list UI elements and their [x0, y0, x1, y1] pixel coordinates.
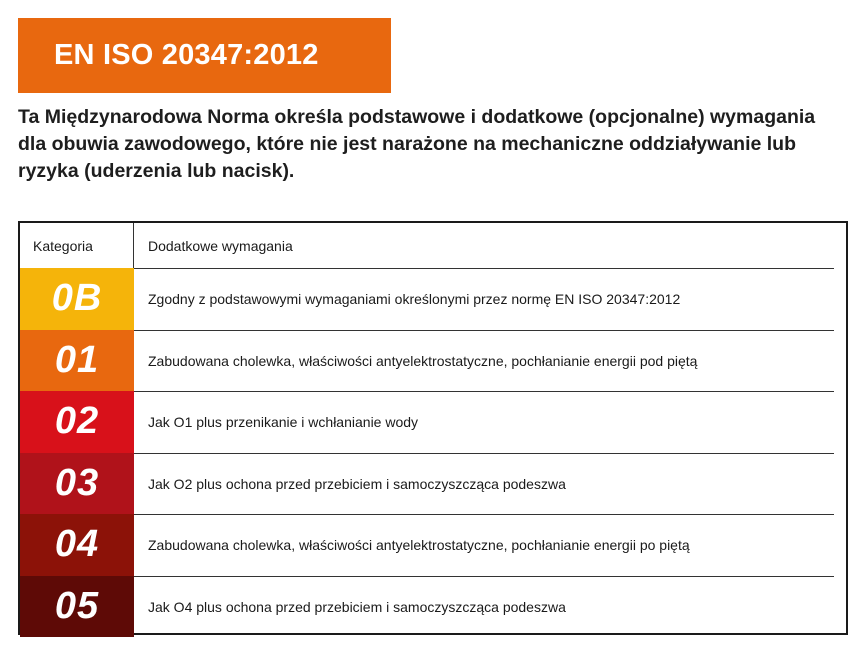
requirement-text: Jak O1 plus przenikanie i wchłanianie wody — [134, 391, 834, 453]
requirement-text: Zabudowana cholewka, właściwości antyelektrostatyczne, pochłanianie energii pod piętą — [134, 330, 834, 392]
table-row — [20, 268, 846, 330]
category-badge: 01 — [20, 330, 134, 392]
category-badge: 03 — [20, 453, 134, 515]
table-row — [20, 391, 846, 453]
requirement-text: Zgodny z podstawowymi wymaganiami określonymi przez normę EN ISO 20347:2012 — [134, 268, 834, 330]
title-banner — [18, 18, 391, 93]
requirement-text: Jak O2 plus ochona przed przebiciem i samoczyszcząca podeszwa — [134, 453, 834, 515]
table-row — [20, 514, 846, 576]
column-header-category: Kategoria — [20, 223, 134, 268]
category-badge: 0B — [20, 268, 134, 330]
table-row — [20, 330, 846, 392]
column-header-requirements: Dodatkowe wymagania — [148, 237, 293, 254]
table-header — [20, 223, 846, 268]
intro-paragraph: Ta Międzynarodowa Norma określa podstawowe i dodatkowe (opcjonalne) wymagania dla obuwia zawodowego, które nie jest narażone na mechaniczne oddziaływanie lub ryzyka (uderzenia lub nacisk). — [18, 106, 816, 182]
categories-table — [18, 221, 848, 635]
category-badge: 05 — [20, 576, 134, 638]
requirement-text: Jak O4 plus ochona przed przebiciem i samoczyszcząca podeszwa — [134, 576, 834, 638]
category-badge: 02 — [20, 391, 134, 453]
requirement-text: Zabudowana cholewka, właściwości antyelektrostatyczne, pochłanianie energii po piętą — [134, 514, 834, 576]
page-title: EN ISO 20347:2012 — [54, 39, 319, 71]
table-body — [20, 268, 846, 637]
category-badge: 04 — [20, 514, 134, 576]
table-row — [20, 453, 846, 515]
table-row — [20, 576, 846, 638]
